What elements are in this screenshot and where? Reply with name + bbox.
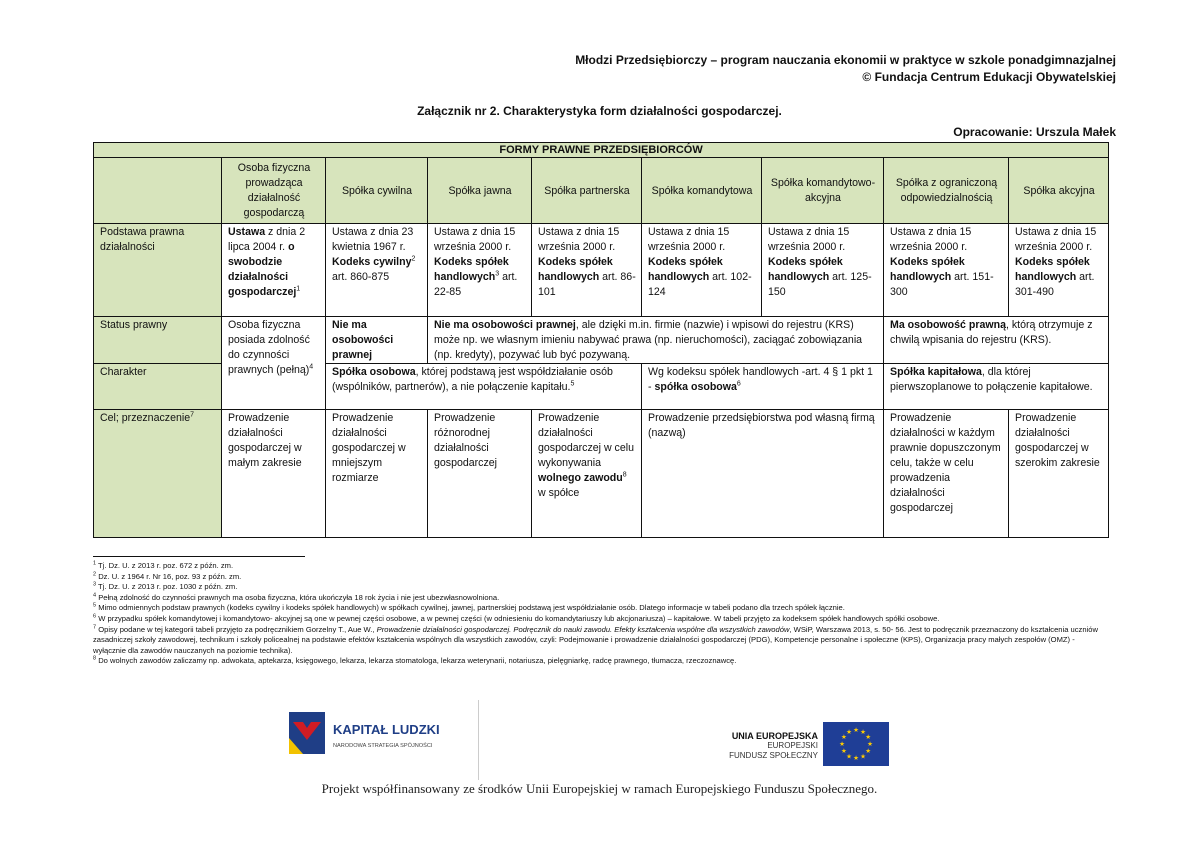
- eu-star: ★: [860, 752, 866, 761]
- table-cell: Prowadzenie działalności gospodarczej w szerokim zakresie: [1009, 410, 1109, 538]
- eu-star: ★: [865, 747, 872, 756]
- table-cell: Ustawa z dnia 15 września 2000 r. Kodeks spółek handlowych art. 125-150: [762, 224, 884, 317]
- eu-star: ★: [846, 752, 852, 761]
- eu-star: ★: [860, 728, 866, 737]
- table-cell: Ma osobowość prawną, którą otrzymuje z chwilą wpisania do rejestru (KRS).: [884, 317, 1109, 364]
- header-line-1: Młodzi Przedsiębiorczy – program nauczania ekonomii w praktyce w szkole ponadgimnazjalnej: [575, 53, 1116, 67]
- eu-star: ★: [840, 747, 847, 756]
- table-corner-cell: [94, 158, 222, 224]
- row-header: Podstawa prawna działalności: [94, 224, 222, 317]
- footnote: $^6$ W przypadku spółek komandytowej i komandytowo- akcyjnej są one w pewnej części osobowe, a w pewnej części (w odniesieniu do komandytariuszy lub akcjonariusza) – kapitałowe. W tabeli przyjęto za kodeksem spółek handlowych spółki osobowe.: [93, 613, 940, 623]
- table-cell: Prowadzenie różnorodnej działalności gospodarczej: [428, 410, 532, 538]
- table-cell: Prowadzenie działalności gospodarczej w małym zakresie: [222, 410, 326, 538]
- author-line: Opracowanie: Urszula Małek: [953, 125, 1116, 139]
- table-cell: Prowadzenie działalności gospodarczej w mniejszym rozmiarze: [326, 410, 428, 538]
- column-header: Spółka komandytowo-akcyjna: [762, 158, 884, 224]
- funding-statement: Projekt współfinansowany ze środków Unii Europejskiej w ramach Europejskiego Funduszu Społecznego.: [321, 781, 878, 796]
- legal-forms-table: [93, 142, 1109, 538]
- table-cell: Nie ma osobowości prawnej, ale dzięki m.in. firmie (nazwie) i wpisowi do rejestru (KRS) może np. we własnym imieniu nabywać prawa (np. nieruchomości), zaciągać zobowiązania (np. kredyty), pozywać lub być pozywaną.: [428, 317, 884, 364]
- table-main-header: FORMY PRAWNE PRZEDSIĘBIORCÓW: [94, 143, 1109, 158]
- footnotes: [93, 561, 1103, 667]
- table-cell: Prowadzenie przedsiębiorstwa pod własną firmą (nazwą): [642, 410, 884, 538]
- column-header: Spółka z ograniczoną odpowiedzialnością: [884, 158, 1009, 224]
- footnote-separator: [93, 556, 305, 557]
- table-cell: Ustawa z dnia 2 lipca 2004 r. o swobodzie działalności gospodarczej$^1$: [222, 224, 326, 317]
- table-row: [94, 224, 1109, 317]
- eu-star: ★: [846, 728, 852, 737]
- table-cell: Ustawa z dnia 15 września 2000 r. Kodeks spółek handlowych art. 301-490: [1009, 224, 1109, 317]
- eu-star: ★: [839, 740, 845, 749]
- table-row: [94, 317, 1109, 364]
- table-cell: Wg kodeksu spółek handlowych -art. 4 § 1 pkt 1 - spółka osobowa$^6$: [642, 364, 884, 410]
- footnote: $^4$ Pełną zdolność do czynności prawnych ma osoba fizyczna, która ukończyła 18 rok życia i nie jest ubezwłasnowolniona.: [93, 592, 500, 602]
- header-line-2: © Fundacja Centrum Edukacji Obywatelskiej: [862, 70, 1116, 84]
- column-header: Spółka komandytowa: [642, 158, 762, 224]
- eu-star: ★: [853, 754, 859, 763]
- logo-divider: [478, 700, 479, 780]
- column-header: Spółka partnerska: [532, 158, 642, 224]
- kapital-subtitle: NARODOWA STRATEGIA SPÓJNOŚCI: [333, 743, 433, 749]
- footnote: $^1$ Tj. Dz. U. z 2013 r. poz. 672 z późn. zm.: [93, 560, 234, 570]
- row-header: Cel; przeznaczenie$^7$: [94, 410, 222, 538]
- table-cell: Ustawa z dnia 15 września 2000 r. Kodeks spółek handlowych art. 102-124: [642, 224, 762, 317]
- eu-star: ★: [853, 726, 859, 735]
- table-cell: Prowadzenie działalności gospodarczej w celu wykonywania wolnego zawodu$^8$ w spółce: [532, 410, 642, 538]
- footnote: $^7$ Opisy podane w tej kategorii tabeli przyjęto za podręcznikiem Gorzelny T., Aue W., Prowadzenie działalności gospodarczej. Podręcznik do nauki zawodu. Efekty kształcenia wspólne dla wszystkich zawodów, WSiP, Warszawa 2013, s. 50- 56. Jest to podręcznik przeznaczony do kształcenia uczniów zasadniczej szkoły zawodowej, technikum i szkoły policealnej na podstawie efektów kształcenia wspólnych dla wszystkich zawodów, czyli: Podejmowanie i prowadzenie działalności gospodarczej (PDG), Kompetencje personalne i społeczne (KPS), Organizacja pracy małych zespołów (OMZ) - wyłącznie dla zawodów nauczanych na poziomie technika).: [93, 624, 1098, 655]
- table-cell: Ustawa z dnia 15 września 2000 r. Kodeks spółek handlowych art. 86-101: [532, 224, 642, 317]
- eu-line-3: FUNDUSZ SPOŁECZNY: [729, 751, 818, 760]
- table-main-header-row: [94, 143, 1109, 158]
- footnote: $^2$ Dz. U. z 1964 r. Nr 16, poz. 93 z późn. zm.: [93, 571, 242, 581]
- row-header: Status prawny: [94, 317, 222, 364]
- footnote: $^5$ Mimo odmiennych podstaw prawnych (kodeks cywilny i kodeks spółek handlowych) w spółkach cywilnej, jawnej, partnerskiej podstawą jest współdziałanie osób. Dlatego informacje w tabeli podano dla trzech spółek łącznie.: [93, 602, 845, 613]
- eu-star: ★: [867, 740, 873, 749]
- table-cell: Spółka kapitałowa, dla której pierwszoplanowe to połączenie kapitałowe.: [884, 364, 1109, 410]
- row-header: Charakter: [94, 364, 222, 410]
- document-title: Załącznik nr 2. Charakterystyka form działalności gospodarczej.: [417, 104, 782, 118]
- eu-star: ★: [840, 733, 847, 742]
- table-column-header-row: [94, 158, 1109, 224]
- column-header: Spółka cywilna: [326, 158, 428, 224]
- table-row: [94, 410, 1109, 538]
- column-header: Spółka akcyjna: [1009, 158, 1109, 224]
- table-cell: Osoba fizyczna posiada zdolność do czynności prawnych (pełną)$^4$: [222, 317, 326, 410]
- eu-line-2: EUROPEJSKI: [767, 741, 818, 750]
- kapital-ludzki-logo: [287, 712, 467, 768]
- eu-title: UNIA EUROPEJSKA: [731, 731, 818, 741]
- column-header: Osoba fizyczna prowadząca działalność gospodarczą: [222, 158, 326, 224]
- column-header: Spółka jawna: [428, 158, 532, 224]
- table-cell: Prowadzenie działalności w każdym prawnie dopuszczonym celu, także w celu prowadzenia działalności gospodarczej: [884, 410, 1009, 538]
- eu-star: ★: [865, 733, 872, 742]
- table-cell: Ustawa z dnia 15 września 2000 r. Kodeks spółek handlowych$^3$ art. 22-85: [428, 224, 532, 317]
- table-cell: Ustawa z dnia 23 kwietnia 1967 r. Kodeks cywilny$^2$ art. 860-875: [326, 224, 428, 317]
- table-cell: Spółka osobowa, której podstawą jest współdziałanie osób (wspólników, partnerów), a nie połączenie kapitału.$^5$: [326, 364, 642, 410]
- table-cell: Nie ma osobowości prawnej: [326, 317, 428, 364]
- eu-flag-icon: [823, 722, 889, 766]
- table-cell: Ustawa z dnia 15 września 2000 r. Kodeks spółek handlowych art. 151-300: [884, 224, 1009, 317]
- eu-text: [700, 731, 818, 761]
- footnote: $^8$ Do wolnych zawodów zaliczamy np. adwokata, aptekarza, księgowego, lekarza, lekarza stomatologa, lekarza weterynarii, notariusza, pielęgniarkę, radcę prawnego, tłumacza, rzeczoznawcę.: [93, 655, 737, 666]
- kapital-title: KAPITAŁ LUDZKI: [333, 722, 440, 737]
- footnote: $^3$ Tj. Dz. U. z 2013 r. poz. 1030 z późn. zm.: [93, 581, 238, 592]
